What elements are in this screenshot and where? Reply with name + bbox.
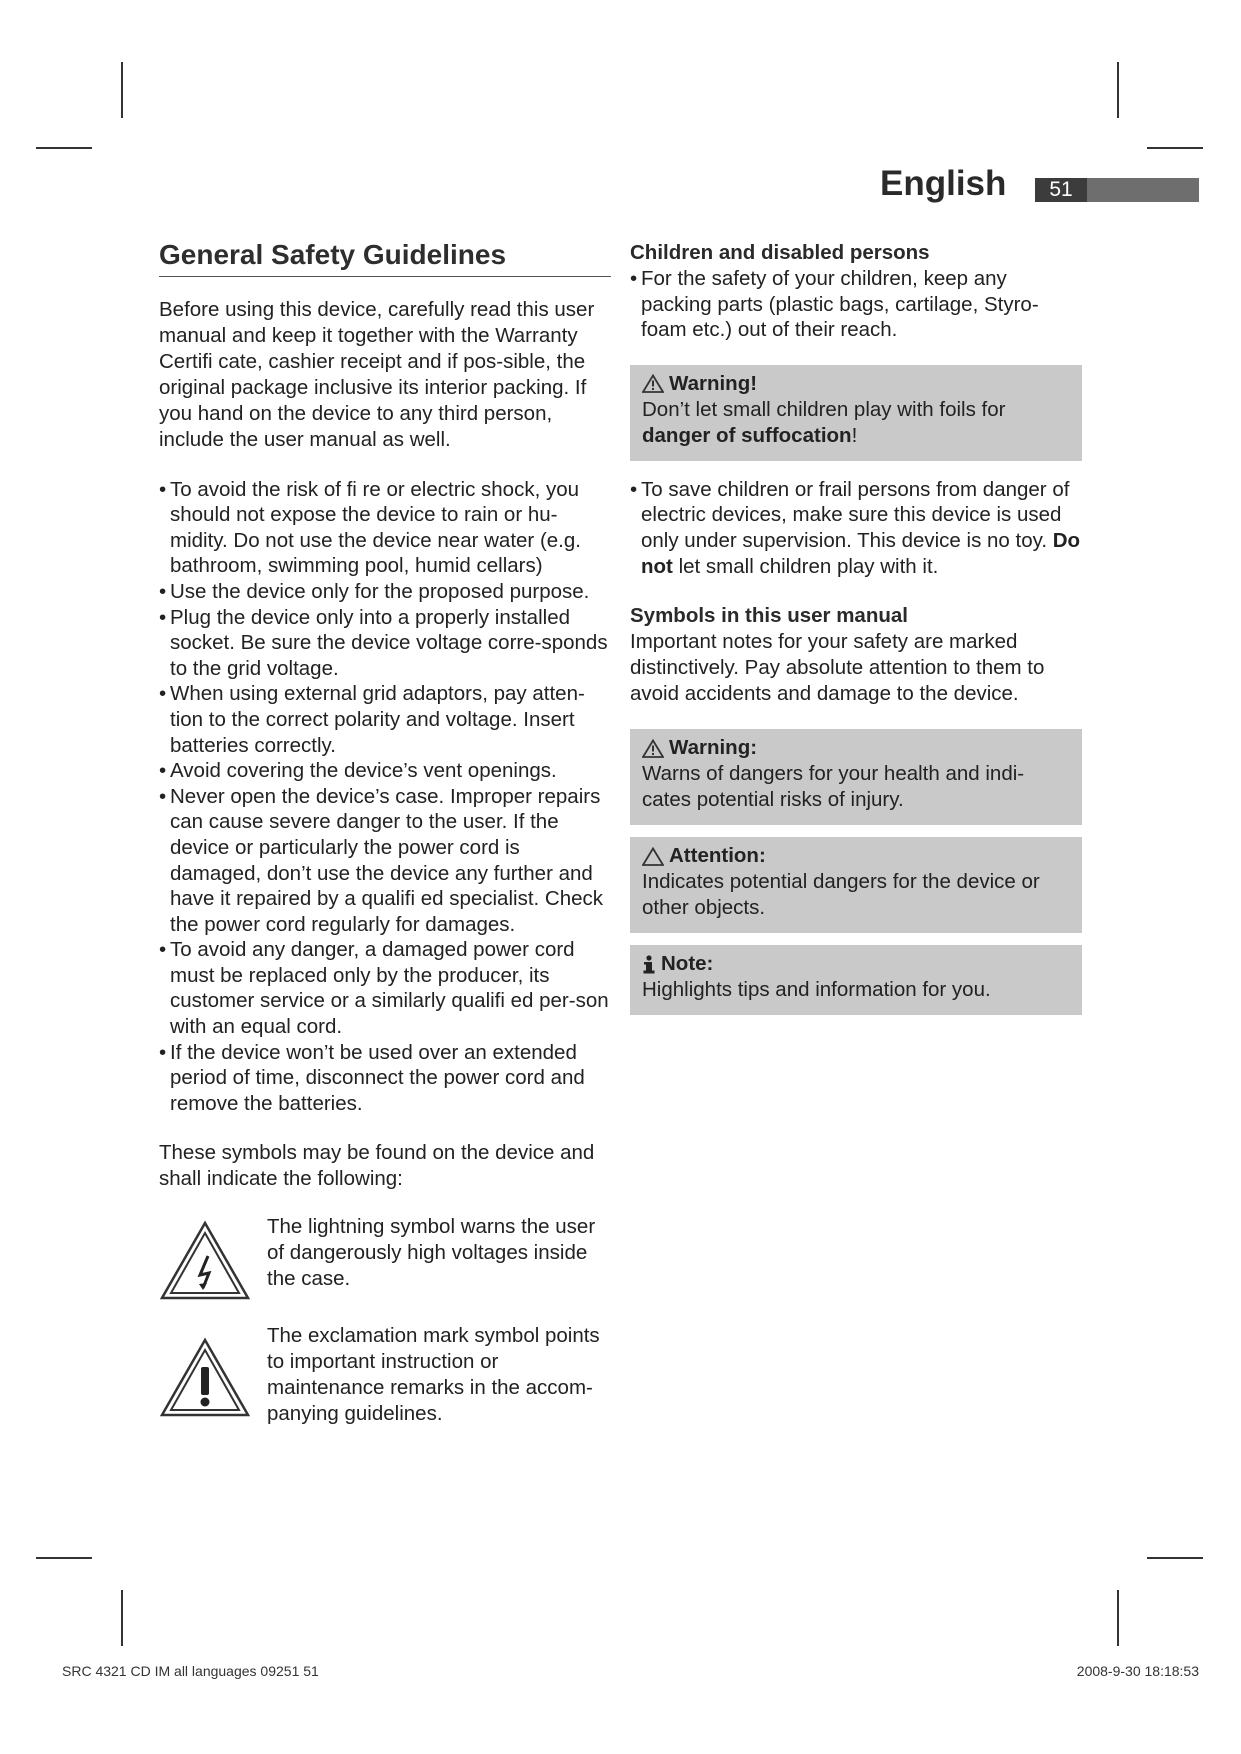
warning-bold: danger of suffocation <box>642 423 852 447</box>
crop-mark <box>121 62 123 118</box>
page-number: 51 <box>1035 178 1087 202</box>
symbols-heading: Symbols in this user manual <box>630 604 908 628</box>
supervision-list <box>630 477 1082 579</box>
lightning-symbol-row <box>159 1214 611 1307</box>
footer-left: SRC 4321 CD IM all languages 09251 51 <box>62 1663 319 1679</box>
crop-mark <box>1117 1590 1119 1646</box>
attention-box-title: Attention: <box>669 844 766 868</box>
supervision-text-end: let small children play with it. <box>678 554 939 578</box>
note-box <box>630 945 1082 1015</box>
crop-mark <box>36 147 92 149</box>
supervision-text: To save children or frail persons from danger of electric devices, make sure this device is used only under supervision. This device is no toy. <box>641 477 1070 552</box>
crop-mark <box>121 1590 123 1646</box>
warning-box <box>630 729 1082 825</box>
lightning-warning-icon <box>159 1214 267 1307</box>
header-bar <box>1087 178 1199 202</box>
crop-mark <box>1147 147 1203 149</box>
exclamation-symbol-row <box>159 1323 611 1427</box>
list-item: • Plug the device only into a properly installed socket. Be sure the device voltage corre-sponds to the grid voltage. <box>159 605 611 682</box>
warning-triangle-icon <box>642 374 664 393</box>
intro-paragraph: Before using this device, carefully read this user manual and keep it together with the Warranty Certifi cate, cashier receipt and if pos-sible, the original package inclusive its interior packing. If you hand on the device to any third person, include the user manual as well. <box>159 297 595 451</box>
list-item: • To avoid any danger, a damaged power cord must be replaced only by the producer, its customer service or a similarly qualifi ed per-son with an equal cord. <box>159 937 611 1039</box>
right-column <box>630 240 1082 1015</box>
language-header: English <box>880 164 1007 203</box>
warning-text: Don’t let small children play with foils for <box>642 397 1006 421</box>
exclamation-warning-icon <box>159 1323 267 1424</box>
list-item: • When using external grid adaptors, pay atten-tion to the correct polarity and voltage. Insert batteries correctly. <box>159 681 611 758</box>
supervision-bold: Do not <box>641 528 1081 578</box>
warning-title: Warning! <box>669 371 758 395</box>
lightning-symbol-text: The lightning symbol warns the user of dangerously high voltages inside the case. <box>267 1215 596 1291</box>
symbols-intro: These symbols may be found on the device and shall indicate the following: <box>159 1141 595 1191</box>
page-title: General Safety Guidelines <box>159 238 611 277</box>
crop-mark <box>1147 1557 1203 1559</box>
warning-triangle-icon <box>642 739 664 758</box>
list-item: • Avoid covering the device’s vent openings. <box>159 758 611 784</box>
children-heading: Children and disabled persons <box>630 241 930 264</box>
footer-right: 2008-9-30 18:18:53 <box>1076 1663 1199 1679</box>
children-list <box>630 266 1082 343</box>
attention-box <box>630 837 1082 933</box>
left-column <box>159 238 611 1427</box>
info-icon <box>642 954 656 974</box>
list-item: • Use the device only for the proposed purpose. <box>159 579 611 605</box>
safety-list <box>159 477 611 1117</box>
symbols-paragraph: Important notes for your safety are marked distinctively. Pay absolute attention to them to avoid accidents and damage to the device. <box>630 630 1045 706</box>
list-item: • If the device won’t be used over an extended period of time, disconnect the power cord and remove the batteries. <box>159 1040 611 1117</box>
warning-box-title: Warning: <box>669 736 758 760</box>
list-item: • Never open the device’s case. Improper repairs can cause severe danger to the user. If the device or particularly the power cord is damaged, don’t use the device any further and have it repaired by a qualifi ed specialist. Check the power cord regularly for damages. <box>159 784 611 938</box>
list-item: • For the safety of your children, keep any packing parts (plastic bags, cartilage, Styro-foam etc.) out of their reach. <box>630 266 1082 343</box>
note-box-title: Note: <box>661 952 714 976</box>
attention-box-text: Indicates potential dangers for the device or other objects. <box>642 870 1040 920</box>
exclamation-symbol-text: The exclamation mark symbol points to important instruction or maintenance remarks in the accom-panying guidelines. <box>267 1324 600 1426</box>
suffocation-warning-box <box>630 365 1082 461</box>
warning-box-text: Warns of dangers for your health and indi-cates potential risks of injury. <box>642 762 1025 812</box>
warning-end: ! <box>851 423 858 447</box>
list-item <box>630 477 1082 579</box>
attention-triangle-icon <box>642 847 664 866</box>
crop-mark <box>1117 62 1119 118</box>
list-item: • To avoid the risk of fi re or electric shock, you should not expose the device to rain or hu-midity. Do not use the device near water (e.g. bathroom, swimming pool, humid cellars) <box>159 477 611 579</box>
note-box-text: Highlights tips and information for you. <box>642 978 991 1002</box>
crop-mark <box>36 1557 92 1559</box>
